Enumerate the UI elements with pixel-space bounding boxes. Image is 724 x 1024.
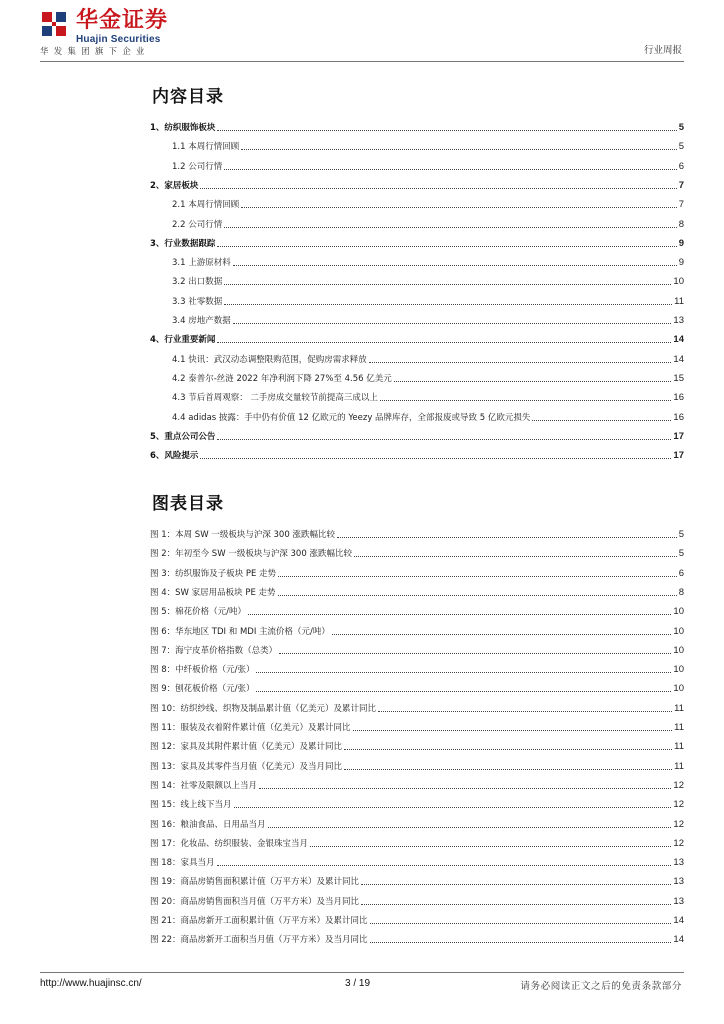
toc-entry-page: 10 [673, 606, 684, 618]
header-divider [40, 61, 684, 62]
toc-entry[interactable] [150, 795, 684, 811]
toc-entry[interactable] [150, 853, 684, 869]
toc-entry-label: 图 6：华东地区 TDI 和 MDI 主流价格（元/吨） [150, 626, 330, 637]
page-header [40, 8, 684, 64]
toc-entry[interactable] [150, 911, 684, 927]
toc-entry-page: 11 [674, 702, 684, 714]
toc-entry-label: 4.1 快讯：武汉动态调整限购范围，促购房需求释放 [172, 354, 367, 365]
toc-entry-page: 12 [673, 779, 684, 791]
toc-entry[interactable] [150, 718, 684, 734]
toc-entry[interactable] [150, 872, 684, 888]
toc-entry-page: 10 [673, 683, 684, 695]
toc-entry-label: 3、行业数据跟踪 [150, 238, 216, 249]
toc-entry-label: 图 4：SW 家居用品板块 PE 走势 [150, 587, 276, 598]
dot-leader [268, 827, 672, 828]
contents-title: 内容目录 [152, 87, 224, 107]
toc-entry[interactable] [150, 330, 684, 346]
toc-entry[interactable] [172, 292, 684, 308]
dot-leader [278, 576, 677, 577]
dot-leader [217, 342, 671, 343]
toc-entry-label: 图 9：刨花板价格（元/张） [150, 684, 255, 695]
toc-entry-label: 3.3 社零数据 [172, 296, 223, 307]
toc-entry-label: 图 7：海宁皮革价格指数（总类） [150, 645, 278, 656]
toc-entry-page: 11 [674, 760, 684, 772]
dot-leader [344, 769, 672, 770]
toc-entry[interactable] [150, 776, 684, 792]
toc-entry-label: 6、风险提示 [150, 451, 199, 462]
toc-entry-page: 12 [673, 799, 684, 811]
toc-entry-label: 4、行业重要新闻 [150, 335, 216, 346]
dot-leader [233, 323, 672, 324]
toc-entry[interactable] [150, 737, 684, 753]
toc-entry-label: 图 16：粮油食品、日用品当月 [150, 819, 266, 830]
toc-entry-label: 图 11：服装及衣着附件累计值（亿美元）及累计同比 [150, 723, 351, 733]
dot-leader [369, 362, 672, 363]
toc-entry[interactable] [150, 583, 684, 599]
toc-entry-label: 图 3：纺织服饰及子板块 PE 走势 [150, 568, 277, 579]
toc-entry-page: 13 [673, 876, 684, 888]
footer-divider [40, 972, 684, 973]
dot-leader [256, 691, 671, 692]
toc-entry[interactable] [150, 660, 684, 676]
dot-leader [241, 207, 676, 208]
toc-entry-page: 14 [673, 915, 684, 926]
dot-leader [361, 884, 671, 885]
toc-entry-page: 6 [678, 567, 684, 579]
toc-entry-page: 10 [673, 644, 684, 656]
dot-leader [337, 537, 677, 538]
dot-leader [259, 788, 671, 789]
dot-leader [217, 865, 672, 866]
dot-leader [233, 265, 677, 266]
toc-entry-page: 9 [678, 257, 684, 269]
toc-entry[interactable] [150, 892, 684, 908]
toc-entry-page: 6 [678, 160, 684, 172]
toc-entry-page: 10 [673, 276, 684, 288]
dot-leader [217, 130, 676, 131]
logo-chinese-name: 华金证券 [76, 8, 169, 33]
toc-entry-page: 16 [673, 392, 684, 404]
dot-leader [332, 634, 672, 635]
toc-entry-label: 1、纺织服饰板块 [150, 123, 216, 133]
toc-entry-label: 3.4 房地产数据 [172, 316, 231, 326]
toc-entry-page: 13 [673, 857, 684, 869]
toc-entry[interactable] [150, 118, 684, 134]
disclaimer-note: 请务必阅读正文之后的免责条款部分 [520, 981, 682, 992]
group-tagline: 华发集团旗下企业 [40, 47, 150, 57]
toc-entry-label: 1.1 本周行情回顾 [172, 142, 240, 153]
toc-entry-page: 5 [678, 529, 684, 540]
toc-entry-page: 11 [674, 295, 684, 307]
toc-entry-page: 17 [673, 450, 684, 462]
website-link[interactable]: http://www.huajinsc.cn/ [40, 978, 142, 989]
toc-entry[interactable] [150, 427, 684, 443]
dot-leader [532, 420, 671, 421]
toc-entry[interactable] [172, 311, 684, 327]
toc-entry[interactable] [172, 253, 684, 269]
toc-entry[interactable] [172, 369, 684, 385]
toc-entry-page: 5 [678, 548, 684, 560]
toc-entry-page: 12 [673, 837, 684, 849]
dot-leader [361, 904, 671, 905]
toc-entry-label: 图 12：家具及其附件累计值（亿美元）及累计同比 [150, 742, 343, 753]
toc-entry[interactable] [172, 157, 684, 173]
toc-entry-label: 2、家居板块 [150, 180, 199, 191]
toc-entry-label: 图 19：商品房销售面积累计值（万平方米）及累计同比 [150, 877, 360, 888]
toc-entry[interactable] [150, 679, 684, 695]
toc-entry-label: 4.3 节后首周观察： 二手房成交量较节前提高三成以上 [172, 393, 378, 404]
toc-entry-label: 图 21：商品房新开工面积累计值（万平方米）及累计同比 [150, 916, 368, 926]
toc-entry-label: 1.2 公司行情 [172, 161, 223, 172]
dot-leader [217, 439, 671, 440]
dot-leader [378, 711, 672, 712]
toc-entry-label: 4.4 adidas 披露：手中仍有价值 12 亿欧元的 Yeezy 品牌库存，全部报废或导致 5 亿欧元损失 [172, 412, 531, 423]
toc-entry-page: 13 [673, 315, 684, 326]
toc-entry[interactable] [150, 525, 684, 541]
toc-entry[interactable] [150, 544, 684, 560]
dot-leader [200, 458, 671, 459]
dot-leader [278, 595, 677, 596]
toc-entry[interactable] [150, 699, 684, 715]
toc-entry[interactable] [150, 834, 684, 850]
dot-leader [234, 807, 672, 808]
toc-entry[interactable] [150, 176, 684, 192]
page-number: 3 / 19 [345, 978, 371, 989]
toc-entry[interactable] [172, 408, 684, 424]
toc-entry-page: 15 [673, 372, 684, 384]
figures-title: 图表目录 [152, 494, 224, 514]
dot-leader [310, 846, 671, 847]
toc-entry-page: 14 [673, 353, 684, 365]
toc-entry[interactable] [172, 272, 684, 288]
toc-entry-page: 8 [678, 586, 684, 598]
dot-leader [224, 304, 672, 305]
logo-english-name: Huajin Securities [76, 34, 161, 45]
dot-leader [217, 246, 676, 247]
toc-entry[interactable] [150, 641, 684, 657]
toc-entry-label: 图 8：中纤板价格（元/张） [150, 665, 255, 676]
huajin-logo-icon [40, 10, 68, 38]
toc-entry-page: 5 [678, 122, 684, 133]
toc-entry-label: 图 18：家具当月 [150, 858, 215, 869]
toc-entry[interactable] [150, 602, 684, 618]
toc-entry-page: 10 [673, 664, 684, 676]
toc-entry-page: 14 [673, 334, 684, 346]
dot-leader [370, 923, 672, 924]
toc-entry[interactable] [172, 350, 684, 366]
toc-entry-label: 图 15：线上线下当月 [150, 800, 232, 811]
toc-entry[interactable] [172, 195, 684, 211]
dot-leader [353, 730, 673, 731]
dot-leader [380, 400, 671, 401]
dot-leader [248, 614, 671, 615]
toc-entry[interactable] [172, 137, 684, 153]
toc-entry-label: 图 17：化妆品、纺织服装、金银珠宝当月 [150, 838, 309, 849]
dot-leader [370, 942, 672, 943]
toc-entry-label: 图 1：本周 SW 一级板块与沪深 300 涨跌幅比较 [150, 530, 335, 540]
toc-entry[interactable] [150, 446, 684, 462]
report-type: 行业周报 [643, 45, 682, 56]
dot-leader [200, 188, 676, 189]
dot-leader [224, 284, 671, 285]
toc-entry-page: 11 [674, 722, 684, 733]
toc-entry-page: 7 [678, 199, 684, 211]
toc-entry-label: 图 20：商品房销售面积当月值（万平方米）及当月同比 [150, 896, 360, 907]
toc-entry[interactable] [150, 757, 684, 773]
toc-entry-label: 图 13：家具及其零件当月值（亿美元）及当月同比 [150, 761, 343, 772]
toc-entry-page: 17 [673, 430, 684, 442]
toc-entry-page: 8 [678, 218, 684, 230]
toc-entry[interactable] [172, 215, 684, 231]
toc-entry-page: 9 [678, 237, 684, 249]
toc-entry[interactable] [150, 815, 684, 831]
toc-entry-label: 3.1 上游原材料 [172, 258, 231, 269]
toc-entry-page: 7 [678, 179, 684, 191]
toc-entry-page: 16 [673, 411, 684, 423]
dot-leader [344, 749, 672, 750]
toc-entry[interactable] [150, 564, 684, 580]
toc-entry[interactable] [150, 930, 684, 946]
toc-entry-label: 3.2 出口数据 [172, 277, 223, 288]
toc-entry-page: 14 [673, 934, 684, 946]
toc-entry-label: 2.2 公司行情 [172, 219, 223, 230]
dot-leader [279, 653, 671, 654]
toc-entry-label: 4.2 泰普尔-丝涟 2022 年净利润下降 27%至 4.56 亿美元 [172, 373, 392, 384]
toc-entry-page: 12 [673, 818, 684, 830]
toc-entry[interactable] [150, 622, 684, 638]
toc-entry-page: 10 [673, 625, 684, 637]
toc-entry-label: 图 22：商品房新开工面积当月值（万平方米）及当月同比 [150, 935, 368, 946]
toc-entry-label: 5、重点公司公告 [150, 431, 216, 442]
dot-leader [394, 381, 672, 382]
toc-entry-label: 图 2：年初至今 SW 一级板块与沪深 300 涨跌幅比较 [150, 549, 352, 560]
toc-entry-label: 2.1 本周行情回顾 [172, 200, 240, 211]
dot-leader [241, 149, 676, 150]
dot-leader [256, 672, 671, 673]
toc-entry-label: 图 5：棉花价格（元/吨） [150, 607, 246, 618]
toc-entry-page: 5 [678, 141, 684, 153]
toc-entry-label: 图 14：社零及限额以上当月 [150, 780, 258, 791]
dot-leader [224, 227, 676, 228]
dot-leader [354, 556, 677, 557]
dot-leader [224, 169, 676, 170]
toc-entry-page: 13 [673, 895, 684, 907]
toc-entry-label: 图 10：纺织纱线、织物及制品累计值（亿美元）及累计同比 [150, 703, 377, 714]
toc-entry-page: 11 [674, 741, 684, 753]
toc-entry[interactable] [172, 388, 684, 404]
toc-entry[interactable] [150, 234, 684, 250]
